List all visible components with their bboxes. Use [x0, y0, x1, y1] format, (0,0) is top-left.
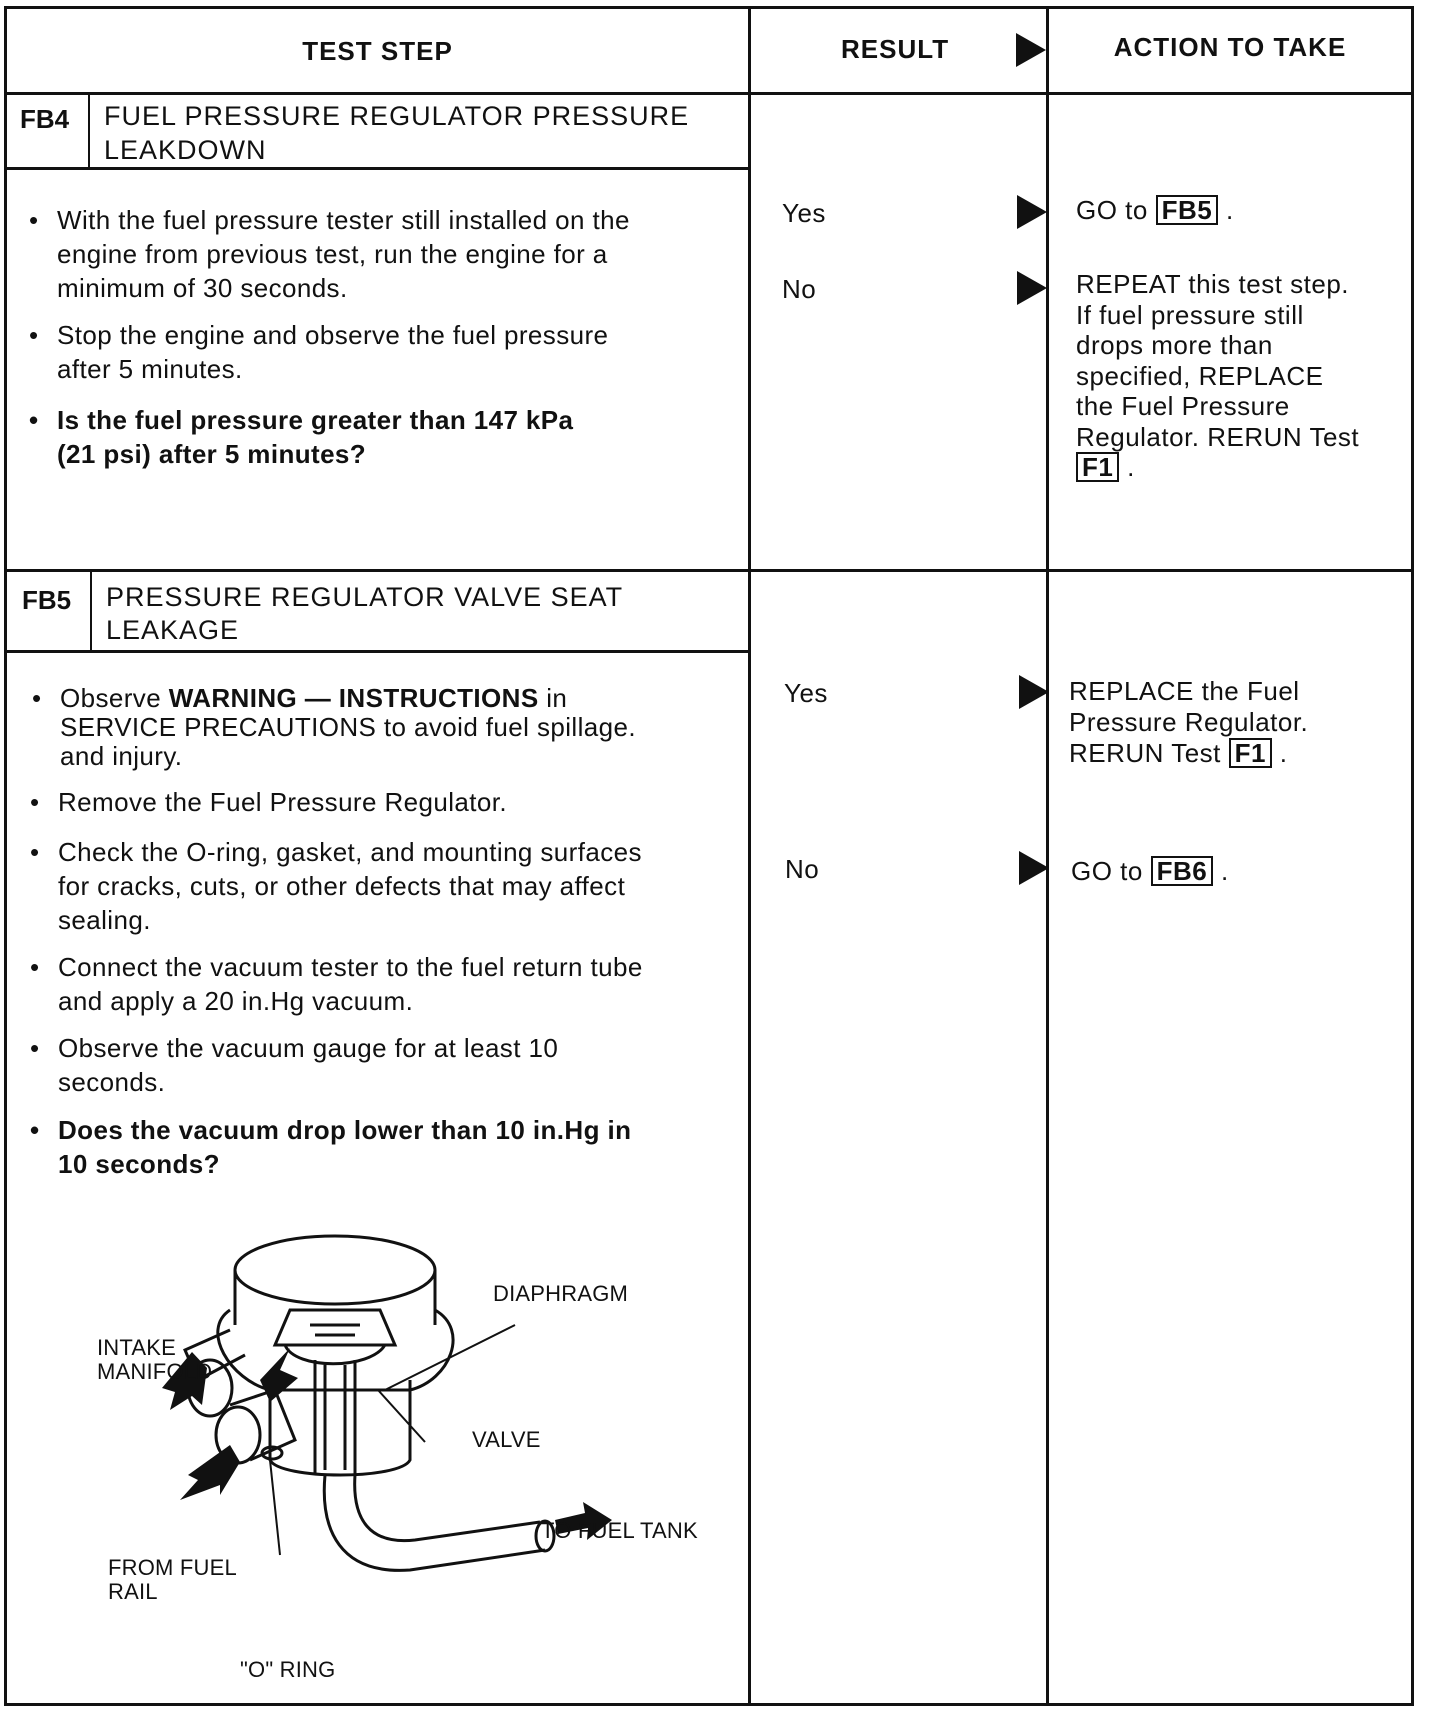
label-o-ring: "O" RING	[240, 1657, 336, 1682]
fb5-action-yes-rerun: RERUN Test	[1069, 738, 1221, 768]
fb5-bullet-1	[60, 684, 636, 771]
label-diaphragm: DIAPHRAGM	[493, 1281, 629, 1306]
fb5-action-yes-period: .	[1279, 738, 1288, 768]
label-from-fuel-line1: FROM FUEL	[108, 1555, 237, 1580]
fb4-bullet-3	[57, 403, 573, 471]
fb5-action-no-period: .	[1220, 856, 1229, 886]
fb5-bullet-5-line2: seconds.	[58, 1067, 166, 1097]
fb4-title-underline	[4, 167, 748, 170]
fb5-bullet-3-line2: for cracks, cuts, or other defects that may affect	[58, 871, 626, 901]
fb5-bullet-4	[58, 950, 643, 1018]
fb5-result-yes: Yes	[784, 678, 828, 708]
fb5-id-divider	[90, 572, 92, 653]
fb5-bullet-6	[58, 1113, 631, 1181]
fb5-bullet-6-line1: • Does the vacuum drop lower than 10 in.Hg in	[58, 1115, 632, 1145]
fb5-action-yes-line3	[1069, 738, 1308, 769]
fb4-ref-f1: F1	[1076, 452, 1119, 482]
fb5-bullet-1-line1	[60, 684, 636, 713]
fb4-bullet-1-line3: minimum of 30 seconds.	[57, 273, 348, 303]
fb4-bullet-2-line2: after 5 minutes.	[57, 354, 243, 384]
fb5-ref-fb6: FB6	[1151, 856, 1214, 886]
fb5-action-yes	[1069, 676, 1308, 769]
fb4-ref-fb5: FB5	[1156, 195, 1219, 225]
fb5-bullet-4-line2: and apply a 20 in.Hg vacuum.	[58, 986, 414, 1016]
fb5-bullet-5-line1: • Observe the vacuum gauge for at least 10	[58, 1033, 559, 1063]
label-intake-line2: MANIFOLD	[97, 1359, 213, 1384]
fb4-action-no-line1: REPEAT this test step.	[1076, 269, 1350, 299]
fb4-action-no-line3: drops more than	[1076, 330, 1273, 360]
fb4-action-no-line5: the Fuel Pressure	[1076, 391, 1290, 421]
fb5-bullet-3	[58, 835, 642, 937]
fb5-title-underline	[4, 650, 748, 653]
fb5-no-arrow-icon	[1019, 851, 1049, 885]
fb5-bullet-2-line1: • Remove the Fuel Pressure Regulator.	[58, 787, 507, 817]
label-valve: VALVE	[472, 1427, 541, 1452]
table-border-top	[4, 6, 1414, 9]
row-divider	[4, 569, 1414, 572]
fb4-yes-arrow-icon	[1017, 195, 1047, 229]
fb5-b1-post: in	[538, 683, 568, 713]
fb4-result-no: No	[782, 274, 817, 304]
fb5-title-line1: PRESSURE REGULATOR VALVE SEAT	[106, 582, 624, 612]
fb5-step-id: FB5	[22, 585, 72, 615]
fb5-bullet-2	[58, 785, 507, 819]
header-arrow-icon	[1016, 33, 1046, 67]
header-result: RESULT	[841, 34, 950, 64]
fb4-bullet-1	[57, 203, 630, 305]
label-intake	[97, 1336, 212, 1384]
fb4-action-no-line7	[1076, 452, 1359, 483]
fb4-title-line1: FUEL PRESSURE REGULATOR PRESSURE	[104, 101, 690, 131]
fb4-action-yes-period: .	[1225, 195, 1234, 225]
fb5-yes-arrow-icon	[1019, 675, 1049, 709]
header-action: ACTION TO TAKE	[1113, 32, 1347, 62]
fb4-bullet-3-line1: • Is the fuel pressure greater than 147 kPa	[57, 405, 574, 435]
fb4-no-arrow-icon	[1017, 271, 1047, 305]
col-divider-1	[748, 6, 751, 1706]
fb5-action-yes-line1: REPLACE the Fuel	[1069, 676, 1300, 706]
fb5-action-no	[1071, 854, 1229, 888]
fb4-action-no-line2: If fuel pressure still	[1076, 299, 1304, 330]
fb4-id-divider	[88, 95, 90, 170]
fb5-b1-pre: Observe	[60, 683, 169, 713]
fb5-bullet-4-line1: • Connect the vacuum tester to the fuel return tube	[58, 952, 643, 982]
pressure-regulator-diagram	[80, 1230, 740, 1700]
header-test-step: TEST STEP	[302, 36, 453, 66]
fb4-action-no	[1076, 269, 1359, 483]
fb5-action-no-text: GO to	[1071, 856, 1143, 886]
label-from-fuel-rail	[108, 1556, 237, 1604]
fb5-bullet-3-line3: sealing.	[58, 905, 151, 935]
label-to-fuel-tank: TO FUEL TANK	[541, 1518, 698, 1543]
fb5-title-line2: LEAKAGE	[106, 615, 240, 645]
fb4-bullet-2-line1: • Stop the engine and observe the fuel pressure	[57, 320, 609, 350]
fb5-ref-f1: F1	[1229, 738, 1272, 768]
table-border-bottom	[4, 1703, 1414, 1706]
table-border-left	[4, 6, 7, 1706]
fb4-action-yes-text: GO to	[1076, 195, 1148, 225]
fb4-title-line2: LEAKDOWN	[104, 135, 267, 165]
fb5-action-yes-line2: Pressure Regulator.	[1069, 707, 1309, 737]
table-border-right	[1411, 6, 1414, 1706]
fb4-action-no-line4: specified, REPLACE	[1076, 360, 1324, 391]
fb5-bullet-6-line2: 10 seconds?	[58, 1149, 220, 1179]
fb5-b1-bold: WARNING — INSTRUCTIONS	[168, 683, 539, 713]
fb5-result-no: No	[785, 854, 820, 884]
fb4-bullet-3-line2: (21 psi) after 5 minutes?	[57, 439, 367, 469]
fb4-bullet-1-line1: • With the fuel pressure tester still installed on the	[57, 205, 630, 235]
fb4-step-id: FB4	[20, 104, 70, 134]
header-divider	[4, 92, 1414, 95]
fb4-result-yes: Yes	[782, 198, 826, 228]
fb5-bullet-1-line3: and injury.	[60, 741, 183, 771]
fb4-action-no-period: .	[1127, 452, 1135, 482]
fb4-action-yes	[1076, 193, 1234, 227]
label-from-fuel-line2: RAIL	[108, 1579, 158, 1604]
fb4-bullet-2	[57, 318, 608, 386]
fb4-action-no-line6: Regulator. RERUN Test	[1076, 421, 1360, 452]
fb5-bullet-3-line1: • Check the O-ring, gasket, and mounting surfaces	[58, 837, 642, 867]
label-intake-line1: INTAKE	[97, 1335, 177, 1360]
fb5-bullet-1-line2: SERVICE PRECAUTIONS to avoid fuel spillage.	[60, 712, 636, 742]
fb5-bullet-5	[58, 1031, 558, 1099]
fb4-bullet-1-line2: engine from previous test, run the engine for a	[57, 239, 608, 269]
